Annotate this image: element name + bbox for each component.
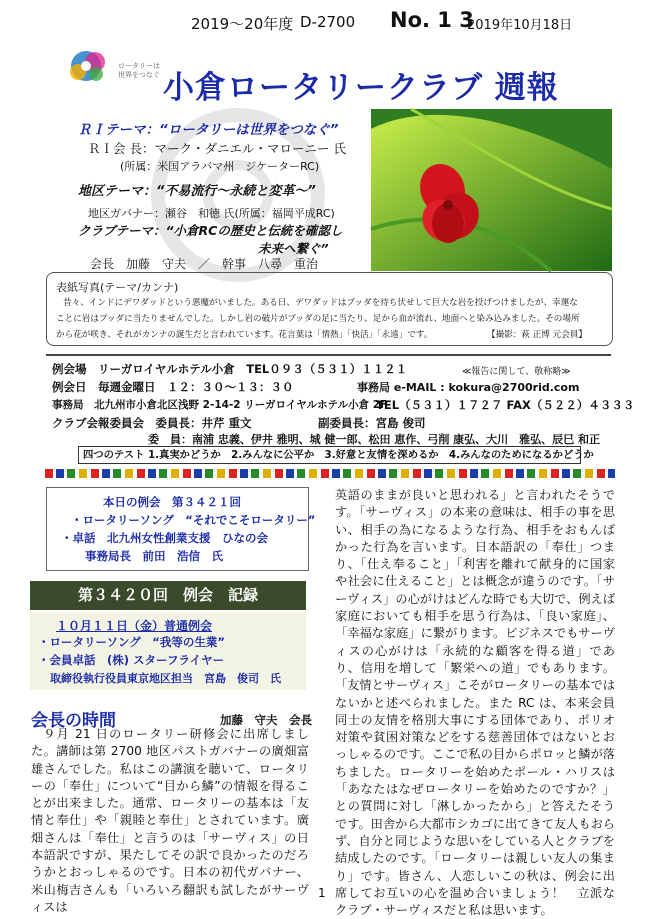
venue-info: 例会場 リーガロイヤルホテル小倉 TEL０９３（５３１）１１２１ [52, 362, 408, 376]
page-number: 1 [318, 886, 326, 900]
meeting-record-banner: 第３４２０回 例会 記録 [30, 581, 306, 610]
cover-description-box [46, 272, 613, 346]
issue-number: No. 1 3 [390, 8, 474, 32]
today-talk: ・卓話 北九州女性創業支援 ひなの会 [61, 531, 268, 545]
meeting-record-details [30, 612, 306, 690]
president-time-heading: 会長の時間 [31, 711, 116, 731]
office-email: 事務局 e-MAIL : kokura@2700rid.com [357, 381, 580, 394]
ri-theme: ＲＩテーマ：“ロータリーは世界をつなぐ” [78, 122, 339, 138]
info-rule-top [46, 354, 611, 356]
cover-photo [371, 109, 612, 271]
committee-vice-chair: 副委員長：宮島 俊司 [318, 416, 426, 430]
district-theme: 地区テーマ：“不易流行～永続と変革～” [78, 184, 316, 199]
office-tel-fax: TEL（５３１）１７２７ FAX（５２２）４３３３ [376, 398, 635, 412]
ri-president: ＲＩ会 長：マーク・ダニエル・マローニー 氏 [88, 141, 346, 156]
club-theme-continued: 未来へ繋ぐ” [258, 241, 329, 256]
club-theme: クラブテーマ：“小倉RCの歴史と伝統を確認し [78, 223, 343, 238]
bulletin-committee: クラブ会報委員会 委員長：井芹 重文 [52, 416, 252, 430]
today-speaker: 事務局長 前田 浩信 氏 [85, 549, 223, 563]
ri-president-affiliation: (所属：米国アラバマ州 ジケーターRC) [120, 160, 320, 173]
district-governor: 地区ガバナー：瀬谷 和徳 氏(所属：福岡平成RC) [88, 207, 335, 220]
record-date: １０月１１日（金）普通例会 [56, 619, 213, 633]
office-address: 事務局 北九州市小倉北区浅野 2-14-2 リーガロイヤルホテル小倉 2F [52, 399, 388, 411]
right-column-body: 英語のままが良いと思われる」と言われたそうです。「サーヴィス」の本来の意味は、相手の事を思い、相手の為になるような行為、相手をおもんばかった行為を言います。日本語訳の「奉仕」つまり、「仕え奉ること」「利害を離れて献身的に国家や社会に仕えること」とは概念が違うのです。「サーヴィス」の心がけはどんな時でも大切で、例えば家庭においても相手を思う行為は、「良い家庭」、「幸福な家庭」に繋がります。ビジネスでもサーヴィスの心がけは「永続的な顧客を得る道」であり、信用を増して「繁栄への道」でもあります。「友情とサーヴィス」こそがロータリーの基本ではないかと述べられました。また RC は、本来会員同士の友情を格別大事にする団体であり、ポリオ対策や貧困対策などをする慈善団体ではないとおっしゃるのです。ここで私の目からポロッと鱗が落ちました。ロータリーを始めたポール・ハリスは「あなたはなぜロータリーを始めたのですか？」との質問に対し「淋しかったから」と答えたそうです。田舎から大都市シカゴに出てきて友人もおらず、自分と同じような思いをしている人とクラブを結成したのです。「ロータリーは親しい友人の集まり」です。皆さん、人恋しいこの秋は、例会に出席してお互いの心を温め合いましょう！ 立派なクラブ・サーヴィスだと私は思います。 [335, 488, 615, 918]
record-talk: ・会員卓話 (株) スターフライヤー [38, 653, 225, 667]
newsletter-title: 小倉ロータリークラブ 週報 [163, 70, 559, 106]
president-time-author: 加藤 守夫 会長 [220, 713, 312, 727]
rotary-logo [62, 44, 117, 90]
committee-members: 委 員：南浦 忠義、伊井 雅明、城 健一郎、松田 恵作、弓削 康弘、大川 雅弘、辰巳 和正 [148, 433, 600, 446]
today-meeting-box [46, 487, 316, 571]
flag-strip [45, 469, 615, 478]
photo-credit: 【撮影：萩 正博 元会員】 [487, 330, 587, 340]
cover-line-2: ことに岩はブッダに当たりませんでした。しかし岩の破片がブッダの足に当たり、足から血が流れ、地面へと染み込みました。その場所 [56, 314, 580, 324]
today-meeting-title: 本日の例会 第３４２１回 [103, 495, 241, 509]
cover-line-1: 昔々、インドにデワダッドという悪魔がいました。ある日、デワダッドはブッダを待ち伏せして巨大な岩を投げつけましたが、幸運な [63, 298, 578, 308]
today-song: ・ロータリーソング “それでこそロータリー” [71, 513, 316, 527]
club-officers: 会長 加藤 守夫 ／ 幹事 八尋 重治 [90, 257, 319, 271]
cover-title: 表紙写真(テーマ/カンナ) [56, 281, 179, 294]
issue-date: 2019年10月18日 [467, 18, 573, 33]
four-way-test: 四つのテスト 1.真実かどうか 2.みんなに公平か 3.好意と友情を深めるか 4.みんなのためになるかどうか [78, 446, 581, 464]
fiscal-year: 2019～20年度 [191, 15, 294, 33]
honorific-note: ≪報告に関して、敬称略≫ [462, 367, 571, 377]
meeting-day-info: 例会日 毎週金曜日 １２：３０～１３：３０ [52, 380, 294, 394]
logo-caption: ロータリーは 世界をつなぐ [118, 62, 160, 79]
district-code: D-2700 [300, 13, 356, 31]
record-song: ・ロータリーソング “我等の生業” [38, 635, 225, 649]
record-speaker: 取締役執行役員東京地区担当 宮島 俊司 氏 [50, 672, 281, 685]
cover-line-3: から花が咲き、それがカンナの誕生だと言われています。花言葉は「情熱」「快活」「永遠」です。 [56, 330, 433, 340]
president-time-body: ９月 21 日のロータリー研修会に出席しました。講師は第 2700 地区パストガバナーの廣畑富雄さんでした。私はこの講演を聴いて、ロータリーの「奉仕」について“目から鱗”の情報を得ることが出来ました。通常、ロータリーの基本は「友情と奉仕」や「親睦と奉仕」とされています。廣畑さんは「奉仕」と言うのは「サーヴィス」の日本語訳ですが、果たしてその訳で良かったのだろうかとおっしゃるのです。日本の初代ガバナー、米山梅吉さんも「いろいろ翻訳も試したがサーヴィスは [31, 727, 309, 914]
